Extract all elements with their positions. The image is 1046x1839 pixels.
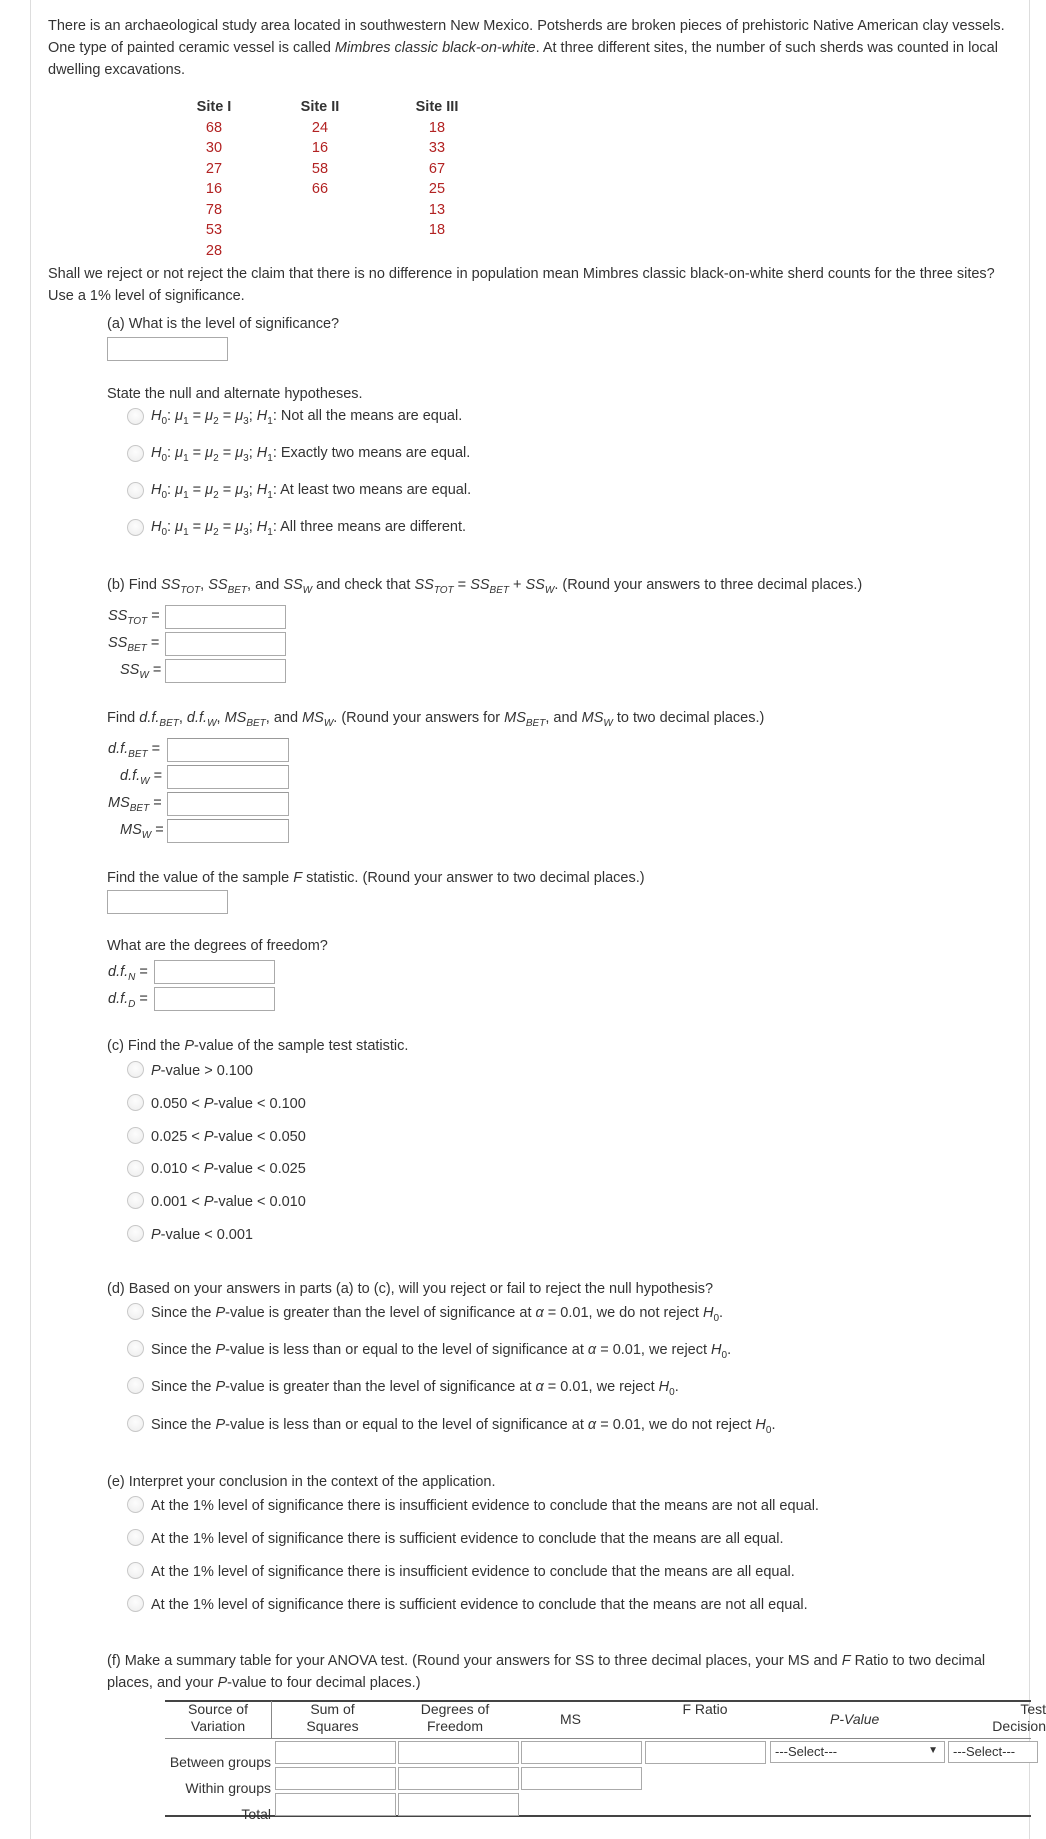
df-d-input[interactable] xyxy=(154,987,275,1011)
row-label-within: Within groups xyxy=(185,1780,271,1796)
decision-option-4: Since the P-value is less than or equal to the level of significance at α = 0.01, we do not reject $H_0$. xyxy=(151,1417,776,1436)
decision-select[interactable]: ---Select--- xyxy=(948,1741,1038,1763)
f-statistic-prompt: Find the value of the sample F statistic. (Round your answer to two decimal places.) xyxy=(107,870,645,886)
pvalue-option-4: 0.010 < P-value < 0.025 xyxy=(151,1161,306,1177)
part-d-prompt: (d) Based on your answers in parts (a) to (c), will you reject or fail to reject the null hypothesis? xyxy=(107,1281,714,1297)
pvalue-option-3-radio[interactable] xyxy=(127,1127,144,1144)
ms-w-input[interactable] xyxy=(167,819,289,843)
hypothesis-option-4-radio[interactable] xyxy=(127,519,144,536)
conclusion-option-3-radio[interactable] xyxy=(127,1562,144,1579)
site-1-column: Site I 68 30 27 16 78 53 28 xyxy=(196,99,232,259)
within-ss-input[interactable] xyxy=(275,1767,396,1790)
between-ms-input[interactable] xyxy=(521,1741,642,1764)
decision-option-3: Since the P-value is greater than the level of significance at α = 0.01, we reject $H_0$. xyxy=(151,1379,679,1398)
site-2-column: Site II 24 16 58 66 xyxy=(300,99,340,197)
row-label-total: Total xyxy=(241,1806,271,1822)
significance-input[interactable] xyxy=(107,337,228,361)
right-border xyxy=(1029,0,1030,1839)
conclusion-option-4-radio[interactable] xyxy=(127,1595,144,1612)
hypothesis-option-4: $H_0$: $\mu_1 = \mu_2 = \mu_3$; $H_1$: All three means are different. xyxy=(151,519,467,538)
table-header-rule xyxy=(165,1738,1031,1739)
ms-bet-input[interactable] xyxy=(167,792,289,816)
between-f-input[interactable] xyxy=(645,1741,766,1764)
ss-bet-label: $SS_{BET}$ = xyxy=(108,635,160,654)
row-label-between: Between groups xyxy=(169,1754,271,1770)
ss-w-label: $SS_W$ = xyxy=(120,662,162,681)
df-n-label: $d.f._N$ = xyxy=(108,964,148,983)
part-c-prompt: (c) Find the P-value of the sample test statistic. xyxy=(107,1038,409,1054)
hypothesis-option-1: $H_0$: $\mu_1 = \mu_2 = \mu_3$; $H_1$: Not all the means are equal. xyxy=(151,408,463,427)
decision-option-1-radio[interactable] xyxy=(127,1303,144,1320)
conclusion-option-1-radio[interactable] xyxy=(127,1496,144,1513)
pvalue-option-5: 0.001 < P-value < 0.010 xyxy=(151,1194,306,1210)
ms-w-label: $MS_W$ = xyxy=(120,822,164,841)
conclusion-option-1: At the 1% level of significance there is insufficient evidence to conclude that the means are not all equal. xyxy=(151,1498,819,1514)
hypothesis-option-3: $H_0$: $\mu_1 = \mu_2 = \mu_3$; $H_1$: At least two means are equal. xyxy=(151,482,472,501)
hypothesis-option-2: $H_0$: $\mu_1 = \mu_2 = \mu_3$; $H_1$: Exactly two means are equal. xyxy=(151,445,471,464)
total-df-input[interactable] xyxy=(398,1793,519,1816)
part-a-prompt: (a) What is the level of significance? xyxy=(107,316,340,332)
hypothesis-option-2-radio[interactable] xyxy=(127,445,144,462)
table-vertical-rule xyxy=(271,1701,272,1738)
header-df: Degrees of Freedom xyxy=(420,1701,490,1734)
part-e-prompt: (e) Interpret your conclusion in the context of the application. xyxy=(107,1474,496,1490)
site-3-column: Site III 18 33 67 25 13 18 xyxy=(415,99,459,238)
pvalue-option-6-radio[interactable] xyxy=(127,1225,144,1242)
within-ms-input[interactable] xyxy=(521,1767,642,1790)
header-source: Source of Variation xyxy=(188,1701,248,1734)
part-b-prompt: (b) Find $SS_{TOT}$, $SS_{BET}$, and $SS_W$ and check that $SS_{TOT} = SS_{BET} + SS_W$. (Round your answers to three decimal places.) xyxy=(107,577,863,596)
df-ms-prompt: Find $d.f._{BET}$, $d.f._W$, $MS_{BET}$, and $MS_W$. (Round your answers for $MS_{BET}$, and $MS_W$ to two decimal places.) xyxy=(107,710,765,729)
header-ss: Sum of Squares xyxy=(306,1701,359,1734)
decision-option-2-radio[interactable] xyxy=(127,1340,144,1357)
f-statistic-input[interactable] xyxy=(107,890,228,914)
pvalue-option-6: P-value < 0.001 xyxy=(151,1227,253,1243)
pvalue-option-2: 0.050 < P-value < 0.100 xyxy=(151,1096,306,1112)
df-bet-input[interactable] xyxy=(167,738,289,762)
intro-paragraph: There is an archaeological study area located in southwestern New Mexico. Potsherds are broken pieces of prehistoric Native American clay vessels. One type of painted ceramic vessel is called Mimbres classic black-on-white. At three different sites, the number of such sherds was counted in local dwelling excavations. xyxy=(48,18,1005,78)
ms-bet-label: $MS_{BET}$ = xyxy=(108,795,162,814)
between-ss-input[interactable] xyxy=(275,1741,396,1764)
ss-tot-label: $SS_{TOT}$ = xyxy=(108,608,160,627)
decision-option-1: Since the P-value is greater than the level of significance at α = 0.01, we do not reject $H_0$. xyxy=(151,1305,724,1324)
df-w-input[interactable] xyxy=(167,765,289,789)
conclusion-option-3: At the 1% level of significance there is insufficient evidence to conclude that the means are all equal. xyxy=(151,1564,795,1580)
pvalue-select[interactable]: ---Select--- ▼ xyxy=(770,1741,945,1763)
pvalue-option-1-radio[interactable] xyxy=(127,1061,144,1078)
conclusion-option-4: At the 1% level of significance there is sufficient evidence to conclude that the means are not all equal. xyxy=(151,1597,808,1613)
decision-option-3-radio[interactable] xyxy=(127,1377,144,1394)
hypothesis-option-3-radio[interactable] xyxy=(127,482,144,499)
total-ss-input[interactable] xyxy=(275,1793,396,1816)
header-f-ratio: F Ratio xyxy=(682,1701,728,1717)
pvalue-option-3: 0.025 < P-value < 0.050 xyxy=(151,1129,306,1145)
pvalue-option-4-radio[interactable] xyxy=(127,1160,144,1177)
conclusion-option-2: At the 1% level of significance there is sufficient evidence to conclude that the means are all equal. xyxy=(151,1531,784,1547)
conclusion-option-2-radio[interactable] xyxy=(127,1529,144,1546)
df-w-label: $d.f._W$ = xyxy=(120,768,163,787)
dof-prompt: What are the degrees of freedom? xyxy=(107,938,328,954)
df-n-input[interactable] xyxy=(154,960,275,984)
hypothesis-option-1-radio[interactable] xyxy=(127,408,144,425)
df-bet-label: $d.f._{BET}$ = xyxy=(108,741,161,760)
pvalue-option-1: P-value > 0.100 xyxy=(151,1063,253,1079)
decision-option-4-radio[interactable] xyxy=(127,1415,144,1432)
pvalue-option-2-radio[interactable] xyxy=(127,1094,144,1111)
df-d-label: $d.f._D$ = xyxy=(108,991,148,1010)
header-pvalue: P-Value xyxy=(830,1711,880,1727)
ss-bet-input[interactable] xyxy=(165,632,286,656)
pvalue-option-5-radio[interactable] xyxy=(127,1192,144,1209)
hypotheses-prompt: State the null and alternate hypotheses. xyxy=(107,386,363,402)
left-border xyxy=(30,0,31,1839)
decision-option-2: Since the P-value is less than or equal to the level of significance at α = 0.01, we reject $H_0$. xyxy=(151,1342,732,1361)
ss-w-input[interactable] xyxy=(165,659,286,683)
part-f-prompt: (f) Make a summary table for your ANOVA test. (Round your answers for SS to three decimal places, your MS and F Ratio to two decimal places, and your P-value to four decimal places.) xyxy=(107,1653,986,1691)
chevron-down-icon: ▼ xyxy=(928,1745,938,1756)
question-text: Shall we reject or not reject the claim that there is no difference in population mean Mimbres classic black-on-white sherd counts for the three sites? Use a 1% level of significance. xyxy=(48,266,995,304)
header-decision: Test Decision xyxy=(992,1701,1046,1734)
ss-tot-input[interactable] xyxy=(165,605,286,629)
within-df-input[interactable] xyxy=(398,1767,519,1790)
header-ms: MS xyxy=(560,1711,581,1727)
between-df-input[interactable] xyxy=(398,1741,519,1764)
